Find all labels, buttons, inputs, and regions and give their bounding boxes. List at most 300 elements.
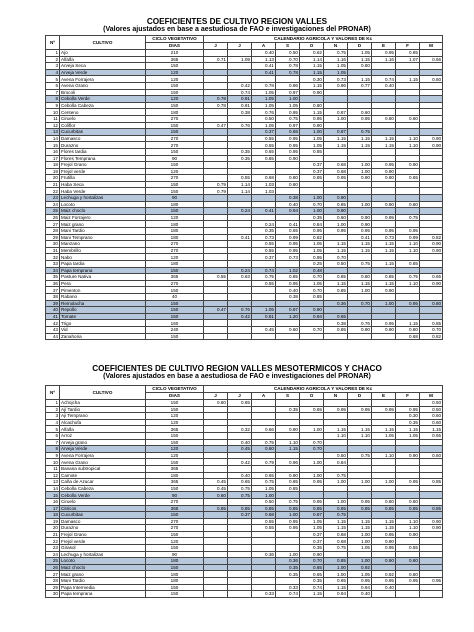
kc-value xyxy=(396,293,420,300)
kc-value: 0.80 xyxy=(396,201,420,208)
table-row xyxy=(46,280,443,287)
row-number: 26 xyxy=(46,564,60,571)
kc-value: 0.40 xyxy=(372,584,396,591)
kc-value xyxy=(420,571,443,578)
kc-value: 1.10 xyxy=(396,525,420,532)
row-number: 40 xyxy=(46,307,60,314)
kc-value: 0.76 xyxy=(228,307,252,314)
row-number: 4 xyxy=(46,419,60,426)
table-row xyxy=(46,459,443,466)
kc-value: 0.35 xyxy=(396,419,420,426)
kc-value xyxy=(348,307,372,314)
cycle-days: 180 xyxy=(146,228,204,235)
table-row xyxy=(46,584,443,591)
cycle-days: 90 xyxy=(146,492,204,499)
table-row xyxy=(46,439,443,446)
kc-value xyxy=(324,89,348,96)
kc-value: 0.70 xyxy=(300,439,324,446)
kc-value xyxy=(228,320,252,327)
row-number: 28 xyxy=(46,228,60,235)
kc-value: 0.65 xyxy=(228,400,252,407)
table-row xyxy=(46,188,443,195)
crop-name: Repollo xyxy=(60,307,146,314)
kc-value: 0.81 xyxy=(252,313,276,320)
kc-value: 0.60 xyxy=(420,419,443,426)
kc-value: 1.05 xyxy=(372,432,396,439)
kc-value xyxy=(252,76,276,83)
kc-value xyxy=(276,168,300,175)
kc-value: 0.80 xyxy=(252,446,276,453)
table-row xyxy=(46,96,443,103)
kc-value xyxy=(396,96,420,103)
kc-value xyxy=(204,545,228,552)
kc-value: 0.90 xyxy=(300,307,324,314)
kc-value xyxy=(372,551,396,558)
kc-value: 0.75 xyxy=(324,472,348,479)
kc-value: 0.75 xyxy=(348,452,372,459)
kc-value xyxy=(372,564,396,571)
kc-value: 0.37 xyxy=(252,129,276,136)
kc-value: 0.24 xyxy=(228,208,252,215)
cycle-days: 120 xyxy=(146,214,204,221)
kc-value: 0.95 xyxy=(348,228,372,235)
kc-value xyxy=(396,155,420,162)
crop-name: Cucurbitas xyxy=(60,512,146,519)
kc-value: 0.74 xyxy=(228,89,252,96)
crop-name: Lechuga y hortalizas xyxy=(60,195,146,202)
header-month: D xyxy=(348,393,372,400)
kc-value xyxy=(420,287,443,294)
row-number: 18 xyxy=(46,162,60,169)
crop-name: Ciruelo xyxy=(60,115,146,122)
header-month: M xyxy=(420,393,443,400)
kc-value xyxy=(300,452,324,459)
kc-value xyxy=(252,201,276,208)
kc-value: 0.75 xyxy=(228,485,252,492)
kc-value: 1.00 xyxy=(348,287,372,294)
kc-value: 0.70 xyxy=(300,287,324,294)
kc-value xyxy=(300,432,324,439)
kc-value: 0.85 xyxy=(276,479,300,486)
table-section-2 xyxy=(0,364,474,598)
kc-value xyxy=(204,531,228,538)
kc-value: 0.62 xyxy=(300,50,324,57)
kc-value: 0.70 xyxy=(348,300,372,307)
kc-value xyxy=(348,439,372,446)
cycle-days: 150 xyxy=(146,439,204,446)
row-number: 24 xyxy=(46,201,60,208)
crop-name: Arroz xyxy=(60,432,146,439)
crop-name: Mani Temprano xyxy=(60,234,146,241)
kc-value xyxy=(228,195,252,202)
kc-value: 1.00 xyxy=(300,208,324,215)
cycle-days: 150 xyxy=(146,313,204,320)
row-number: 21 xyxy=(46,181,60,188)
kc-value: 0.85 xyxy=(300,293,324,300)
kc-value xyxy=(420,439,443,446)
kc-value xyxy=(396,188,420,195)
kc-value xyxy=(420,175,443,182)
row-number: 17 xyxy=(46,505,60,512)
kc-value: 1.00 xyxy=(372,300,396,307)
kc-value xyxy=(300,96,324,103)
kc-value: 1.05 xyxy=(348,50,372,57)
kc-value: 0.55 xyxy=(396,545,420,552)
kc-value: 0.90 xyxy=(420,241,443,248)
kc-value xyxy=(372,400,396,407)
kc-value: 0.90 xyxy=(372,326,396,333)
kc-value: 0.37 xyxy=(252,254,276,261)
row-number: 29 xyxy=(46,584,60,591)
kc-value xyxy=(420,512,443,519)
row-number: 1 xyxy=(46,400,60,407)
kc-value: 0.80 xyxy=(396,326,420,333)
kc-value xyxy=(420,446,443,453)
kc-value xyxy=(420,267,443,274)
crop-name: Avena Forrajera xyxy=(60,452,146,459)
table-row xyxy=(46,148,443,155)
kc-value xyxy=(252,584,276,591)
kc-value xyxy=(276,465,300,472)
table-row xyxy=(46,571,443,578)
kc-value xyxy=(228,287,252,294)
kc-value: 0.60 xyxy=(324,214,348,221)
kc-value xyxy=(348,465,372,472)
kc-value xyxy=(420,89,443,96)
table-row xyxy=(46,564,443,571)
kc-value: 1.10 xyxy=(396,518,420,525)
kc-value: 0.60 xyxy=(420,76,443,83)
cycle-days: 270 xyxy=(146,525,204,532)
crop-name: Centeno xyxy=(60,109,146,116)
kc-value: 1.05 xyxy=(300,135,324,142)
table-row xyxy=(46,261,443,268)
kc-value: 1.15 xyxy=(348,426,372,433)
kc-value xyxy=(276,545,300,552)
kc-value xyxy=(396,109,420,116)
kc-value xyxy=(252,419,276,426)
kc-value: 1.15 xyxy=(300,82,324,89)
kc-value xyxy=(204,452,228,459)
kc-value: 0.35 xyxy=(228,155,252,162)
kc-value xyxy=(204,201,228,208)
kc-value xyxy=(228,214,252,221)
table-row xyxy=(46,115,443,122)
crop-name: Maiz grano xyxy=(60,571,146,578)
crop-name: Lechuga y hortalizas xyxy=(60,551,146,558)
kc-value xyxy=(252,465,276,472)
kc-value: 0.85 xyxy=(276,505,300,512)
kc-value: 0.50 xyxy=(420,400,443,407)
kc-value xyxy=(228,50,252,57)
kc-value: 0.85 xyxy=(204,505,228,512)
kc-value xyxy=(276,531,300,538)
kc-value: 0.38 xyxy=(276,195,300,202)
kc-value: 0.95 xyxy=(396,479,420,486)
kc-value xyxy=(204,280,228,287)
cycle-days: 150 xyxy=(146,485,204,492)
kc-value xyxy=(372,267,396,274)
kc-value xyxy=(396,446,420,453)
crop-name: Rabano xyxy=(60,293,146,300)
kc-value: 0.50 xyxy=(276,50,300,57)
kc-value: 0.85 xyxy=(324,201,348,208)
kc-value: 0.41 xyxy=(252,69,276,76)
kc-value xyxy=(396,307,420,314)
kc-value xyxy=(204,426,228,433)
kc-value xyxy=(228,591,252,598)
kc-value xyxy=(228,538,252,545)
kc-value xyxy=(396,439,420,446)
table-row xyxy=(46,320,443,327)
kc-value: 0.85 xyxy=(252,505,276,512)
crop-name: Zanahoria xyxy=(60,333,146,340)
crop-name: Pimenton xyxy=(60,287,146,294)
kc-value: 1.15 xyxy=(348,142,372,149)
table-row xyxy=(46,208,443,215)
table-row xyxy=(46,56,443,63)
kc-value: 0.75 xyxy=(252,479,276,486)
kc-value: 0.87 xyxy=(300,512,324,519)
kc-value: 0.60 xyxy=(396,498,420,505)
row-number: 28 xyxy=(46,578,60,585)
table-row xyxy=(46,234,443,241)
kc-value xyxy=(372,69,396,76)
kc-value xyxy=(204,63,228,70)
kc-value xyxy=(228,571,252,578)
kc-value xyxy=(324,234,348,241)
kc-value: 1.10 xyxy=(276,439,300,446)
kc-value: 0.70 xyxy=(276,56,300,63)
header-row xyxy=(46,36,443,43)
kc-value xyxy=(372,472,396,479)
kc-value xyxy=(348,400,372,407)
kc-value: 0.65 xyxy=(324,313,348,320)
kc-value xyxy=(228,135,252,142)
table-row xyxy=(46,452,443,459)
cycle-days: 180 xyxy=(146,109,204,116)
kc-value: 0.85 xyxy=(300,175,324,182)
kc-value: 0.68 xyxy=(252,175,276,182)
crop-name: Trigo xyxy=(60,320,146,327)
kc-value: 0.95 xyxy=(348,498,372,505)
crop-name: Banana subtropical xyxy=(60,465,146,472)
crop-name: Frejol verde xyxy=(60,168,146,175)
kc-value: 0.99 xyxy=(276,234,300,241)
row-number: 27 xyxy=(46,221,60,228)
header-month: E xyxy=(372,393,396,400)
kc-value: 0.70 xyxy=(300,274,324,281)
kc-value xyxy=(396,538,420,545)
kc-value xyxy=(396,69,420,76)
kc-value: 0.90 xyxy=(348,326,372,333)
kc-value xyxy=(324,446,348,453)
kc-value xyxy=(420,122,443,129)
kc-value xyxy=(204,148,228,155)
kc-value: 0.75 xyxy=(228,492,252,499)
kc-value: 1.09 xyxy=(228,56,252,63)
kc-value: 1.05 xyxy=(348,571,372,578)
cycle-days: 150 xyxy=(146,63,204,70)
kc-value xyxy=(396,459,420,466)
kc-value: 0.92 xyxy=(372,571,396,578)
crop-name: Flores Temprana xyxy=(60,155,146,162)
kc-value: 0.76 xyxy=(348,320,372,327)
kc-value xyxy=(372,439,396,446)
kc-value: 0.75 xyxy=(396,214,420,221)
kc-value xyxy=(276,214,300,221)
kc-value xyxy=(372,492,396,499)
kc-value xyxy=(324,333,348,340)
kc-value: 0.75 xyxy=(252,274,276,281)
cycle-days: 150 xyxy=(146,564,204,571)
kc-value: 0.41 xyxy=(228,234,252,241)
row-number: 42 xyxy=(46,320,60,327)
kc-value: 0.94 xyxy=(276,208,300,215)
kc-value: 0.85 xyxy=(348,505,372,512)
kc-value xyxy=(300,419,324,426)
kc-value: 0.87 xyxy=(324,109,348,116)
row-number: 27 xyxy=(46,571,60,578)
cycle-days: 40 xyxy=(146,293,204,300)
cycle-days: 150 xyxy=(146,300,204,307)
kc-value xyxy=(228,261,252,268)
kc-value: 1.15 xyxy=(300,591,324,598)
kc-value xyxy=(204,228,228,235)
kc-value xyxy=(396,400,420,407)
kc-value: 1.00 xyxy=(348,558,372,565)
kc-value xyxy=(228,228,252,235)
table-row xyxy=(46,512,443,519)
kc-value: 1.15 xyxy=(372,142,396,149)
kc-value xyxy=(420,102,443,109)
kc-value xyxy=(228,419,252,426)
kc-value xyxy=(204,50,228,57)
kc-value xyxy=(420,208,443,215)
kc-value xyxy=(348,208,372,215)
crop-name: Durazno xyxy=(60,525,146,532)
kc-value: 1.05 xyxy=(252,485,276,492)
cycle-days: 180 xyxy=(146,221,204,228)
kc-value: 0.95 xyxy=(276,109,300,116)
row-number: 20 xyxy=(46,525,60,532)
kc-value xyxy=(372,446,396,453)
table-row xyxy=(46,426,443,433)
kc-value: 0.95 xyxy=(348,406,372,413)
kc-value: 0.90 xyxy=(420,135,443,142)
kc-value: 0.96 xyxy=(276,82,300,89)
header-cultivo: CULTIVO xyxy=(60,386,146,400)
kc-value xyxy=(228,452,252,459)
kc-value xyxy=(228,129,252,136)
kc-value xyxy=(204,82,228,89)
kc-value: 0.85 xyxy=(324,326,348,333)
kc-value: 0.68 xyxy=(396,333,420,340)
kc-value xyxy=(420,498,443,505)
table-row xyxy=(46,465,443,472)
crop-name: Citricos xyxy=(60,505,146,512)
kc-value xyxy=(204,413,228,420)
kc-value: 0.78 xyxy=(204,96,228,103)
kc-value xyxy=(204,261,228,268)
kc-value: 0.70 xyxy=(300,558,324,565)
kc-value xyxy=(204,69,228,76)
table-row xyxy=(46,432,443,439)
kc-value: 0.85 xyxy=(420,320,443,327)
kc-value: 1.00 xyxy=(300,195,324,202)
kc-value xyxy=(420,168,443,175)
kc-value: 1.10 xyxy=(396,135,420,142)
cycle-days: 150 xyxy=(146,432,204,439)
row-number: 5 xyxy=(46,426,60,433)
row-number: 38 xyxy=(46,293,60,300)
header-month: A xyxy=(252,43,276,50)
kc-value: 1.14 xyxy=(228,188,252,195)
kc-value: 0.90 xyxy=(300,551,324,558)
kc-value xyxy=(324,188,348,195)
kc-value: 0.87 xyxy=(324,129,348,136)
kc-value: 0.90 xyxy=(348,175,372,182)
kc-value xyxy=(276,432,300,439)
kc-value: 0.60 xyxy=(420,413,443,420)
kc-value: 0.42 xyxy=(228,82,252,89)
kc-value xyxy=(324,267,348,274)
kc-value xyxy=(348,69,372,76)
kc-value xyxy=(204,591,228,598)
kc-value: 0.30 xyxy=(396,413,420,420)
kc-value: 1.15 xyxy=(348,518,372,525)
crop-name: Coliflor xyxy=(60,122,146,129)
kc-value: 0.65 xyxy=(252,472,276,479)
crop-name: Papa tardia xyxy=(60,261,146,268)
kc-value: 0.45 xyxy=(204,485,228,492)
row-number: 7 xyxy=(46,89,60,96)
kc-value: 0.76 xyxy=(228,122,252,129)
kc-value: 0.85 xyxy=(324,558,348,565)
kc-value: 1.15 xyxy=(372,241,396,248)
row-number: 21 xyxy=(46,531,60,538)
kc-value xyxy=(348,333,372,340)
table-row xyxy=(46,313,443,320)
kc-value: 1.10 xyxy=(372,452,396,459)
kc-value: 0.82 xyxy=(300,234,324,241)
kc-value xyxy=(372,155,396,162)
kc-value: 0.38 xyxy=(228,109,252,116)
kc-value xyxy=(300,492,324,499)
kc-value xyxy=(228,531,252,538)
kc-value: 0.78 xyxy=(276,69,300,76)
table-section-1 xyxy=(0,17,474,340)
cycle-days: 150 xyxy=(146,287,204,294)
kc-value xyxy=(204,525,228,532)
header-row xyxy=(46,386,443,393)
kc-value: 0.38 xyxy=(276,293,300,300)
kc-value xyxy=(420,228,443,235)
kc-value: 1.15 xyxy=(324,247,348,254)
crop-name: Damasco xyxy=(60,518,146,525)
kc-value: 0.42 xyxy=(228,313,252,320)
kc-value: 0.60 xyxy=(276,326,300,333)
kc-value: 1.15 xyxy=(372,525,396,532)
crop-name: Cebolla Verde xyxy=(60,96,146,103)
kc-value xyxy=(300,300,324,307)
kc-value xyxy=(372,459,396,466)
kc-value xyxy=(420,155,443,162)
kc-value xyxy=(420,564,443,571)
kc-value xyxy=(204,247,228,254)
kc-value xyxy=(276,413,300,420)
kc-value xyxy=(252,214,276,221)
